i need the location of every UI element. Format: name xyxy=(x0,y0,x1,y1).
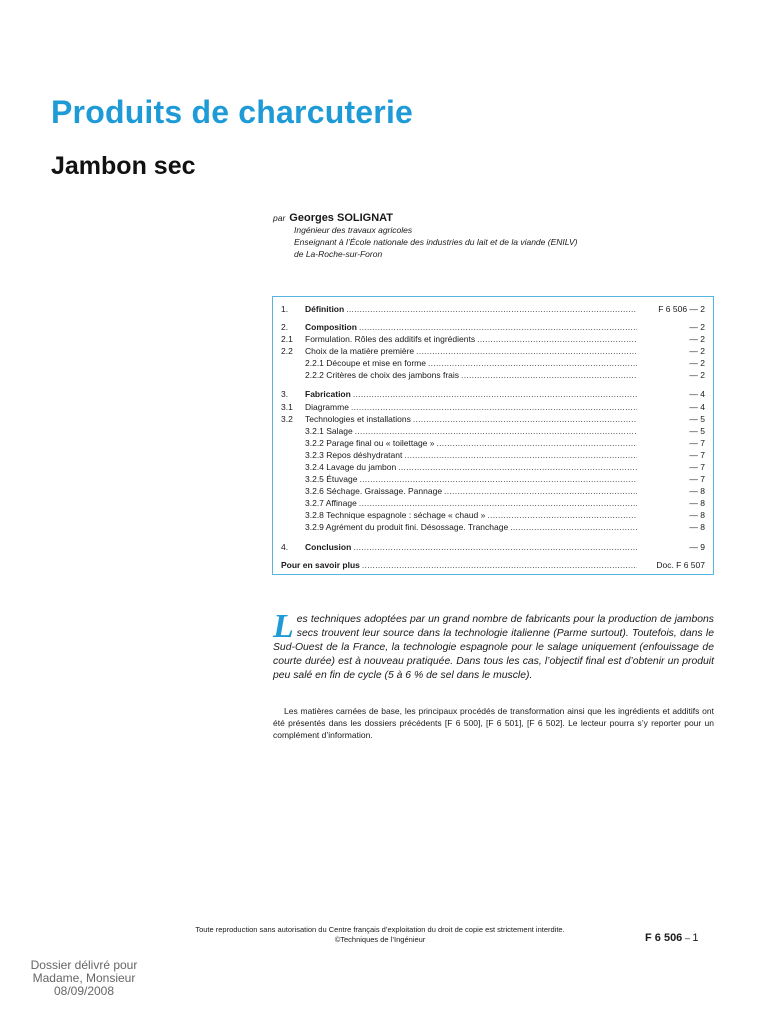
toc-entry[interactable] xyxy=(281,413,705,425)
toc-page: Doc. F 6 507 xyxy=(656,560,705,570)
author-par: par xyxy=(273,213,286,223)
delivery-stamp xyxy=(24,959,144,998)
toc-leader-dots xyxy=(416,345,637,357)
toc-label: Pour en savoir plus xyxy=(281,560,360,570)
toc-entry[interactable] xyxy=(281,401,705,413)
copyright-line: Toute reproduction sans autorisation du Centre français d’exploitation du droit de copie est strictement interdite. xyxy=(195,925,565,934)
toc-leader-dots xyxy=(487,509,637,521)
toc-page: — 7 xyxy=(689,450,705,460)
author-name: Georges SOLIGNAT xyxy=(289,212,393,224)
toc-leader-dots xyxy=(353,388,637,400)
toc-leader-dots xyxy=(510,521,637,533)
toc-label: 3.2.4 Lavage du jambon xyxy=(305,462,397,472)
toc-leader-dots xyxy=(404,449,637,461)
toc-entry[interactable] xyxy=(281,473,705,485)
author-affiliation-2: Enseignant à l’École nationale des industries du lait et de la viande (ENILV) xyxy=(294,237,578,247)
stamp-date: 08/09/2008 xyxy=(53,984,115,998)
toc-label: 2.2.2 Critères de choix des jambons frais xyxy=(305,370,460,380)
toc-leader-dots xyxy=(413,413,637,425)
toc-label: 3.2.1 Salage xyxy=(305,426,353,436)
toc-label: 3.2.7 Affinage xyxy=(305,498,357,508)
toc-page: F 6 506 — 2 xyxy=(658,304,705,314)
toc-leader-dots xyxy=(359,321,637,333)
toc-entry[interactable] xyxy=(281,521,705,533)
toc-label: 3.2.2 Parage final ou « toilettage » xyxy=(305,438,435,448)
toc-label: Technologies et installations xyxy=(305,414,411,424)
toc-label: Diagramme xyxy=(305,402,349,412)
toc-entry[interactable] xyxy=(281,425,705,437)
toc-number: 2. xyxy=(281,322,289,332)
toc-entry[interactable] xyxy=(281,345,705,357)
toc-page: — 5 xyxy=(689,426,705,436)
toc-label: Conclusion xyxy=(305,542,352,552)
toc-entry[interactable] xyxy=(281,333,705,345)
toc-page: — 2 xyxy=(689,322,705,332)
toc-number: 4. xyxy=(281,542,289,552)
toc-entry[interactable] xyxy=(281,321,705,333)
page-separator: – xyxy=(682,933,693,943)
toc-label: 3.2.3 Repos déshydratant xyxy=(305,450,403,460)
toc-leader-dots xyxy=(355,425,637,437)
toc-entry[interactable] xyxy=(281,303,705,315)
copyright-owner: ©Techniques de l’Ingénieur xyxy=(334,935,426,944)
toc-entry[interactable] xyxy=(281,357,705,369)
document-code: F 6 506 xyxy=(645,932,683,944)
toc-page: — 8 xyxy=(689,510,705,520)
toc-entry[interactable] xyxy=(281,369,705,381)
toc-leader-dots xyxy=(362,559,637,571)
toc-leader-dots xyxy=(444,485,637,497)
toc-label: 3.2.6 Séchage. Graissage. Pannage xyxy=(305,486,443,496)
toc-label: 3.2.8 Technique espagnole : séchage « chaud » xyxy=(305,510,486,520)
author-affiliation-1: Ingénieur des travaux agricoles xyxy=(294,225,413,235)
toc-leader-dots xyxy=(461,369,637,381)
toc-number: 2.2 xyxy=(281,346,293,356)
author-block xyxy=(273,212,578,260)
toc-label: Formulation. Rôles des additifs et ingrédients xyxy=(305,334,476,344)
toc-leader-dots xyxy=(477,333,637,345)
toc-page: — 8 xyxy=(689,498,705,508)
toc-entry[interactable] xyxy=(281,509,705,521)
toc-label: Composition xyxy=(305,322,357,332)
body-paragraph: Les matières carnées de base, les principaux procédés de transformation ainsi que les ingrédients et additifs ont été présentés dans les dossiers précédents [F 6 500], [F 6 501], [F 6 502]. Le lecteur pourra s’y reporter pour un complément d’information. xyxy=(273,706,714,740)
toc-entry[interactable] xyxy=(281,497,705,509)
toc-page: — 2 xyxy=(689,346,705,356)
toc-entry[interactable] xyxy=(281,449,705,461)
toc-entry[interactable] xyxy=(281,388,705,400)
toc-leader-dots xyxy=(359,473,637,485)
toc-number: 3.2 xyxy=(281,414,293,424)
document-subtitle: Jambon sec xyxy=(51,152,196,180)
page-number: 1 xyxy=(692,932,699,944)
toc-page: — 4 xyxy=(689,389,705,399)
toc-label: Fabrication xyxy=(305,389,351,399)
stamp-line-2: Madame, Monsieur xyxy=(32,971,136,985)
toc-number: 3. xyxy=(281,389,289,399)
toc-label: 3.2.5 Étuvage xyxy=(305,474,358,484)
page-reference xyxy=(645,932,698,944)
copyright-notice xyxy=(150,925,610,945)
document-title: Produits de charcuterie xyxy=(51,94,414,130)
toc-number: 2.1 xyxy=(281,334,293,344)
toc-entry[interactable] xyxy=(281,461,705,473)
toc-leader-dots xyxy=(346,303,637,315)
toc-page: — 5 xyxy=(689,414,705,424)
toc-page: — 7 xyxy=(689,474,705,484)
toc-leader-dots xyxy=(359,497,637,509)
toc-label: 3.2.9 Agrément du produit fini. Désossage. Tranchage xyxy=(305,522,509,532)
toc-leader-dots xyxy=(428,357,637,369)
drop-cap: L xyxy=(273,608,294,645)
toc-label: Définition xyxy=(305,304,345,314)
toc-page: — 8 xyxy=(689,522,705,532)
toc-leader-dots xyxy=(436,437,637,449)
toc-leader-dots xyxy=(351,401,637,413)
toc-page: — 7 xyxy=(689,438,705,448)
toc-leader-dots xyxy=(353,541,637,553)
toc-number: 1. xyxy=(281,304,289,314)
toc-entry[interactable] xyxy=(281,541,705,553)
toc-page: — 8 xyxy=(689,486,705,496)
toc-label: 2.2.1 Découpe et mise en forme xyxy=(305,358,426,368)
introduction-text: es techniques adoptées par un grand nombre de fabricants pour la production de jambons secs trouvent leur source dans la technologie italienne (Parme surtout). Toutefois, dans le Sud-Ouest de la France, la technologie espagnole pour le salage uniquement (enfouissage de courte durée) est à nouveau pratiquée. Dans tous les cas, l’objectif final est d’obtenir un produit peu salé en fin de cycle (5 à 6 % de sel dans le muscle). xyxy=(273,614,714,681)
toc-page: — 2 xyxy=(689,370,705,380)
introduction-paragraph xyxy=(273,608,714,683)
toc-page: — 4 xyxy=(689,402,705,412)
toc-entry-further-reading[interactable] xyxy=(281,559,705,571)
toc-entry[interactable] xyxy=(281,437,705,449)
toc-page: — 2 xyxy=(689,358,705,368)
stamp-line-1: Dossier délivré pour xyxy=(30,958,138,972)
toc-label: Choix de la matière première xyxy=(305,346,415,356)
toc-number: 3.1 xyxy=(281,402,293,412)
toc-page: — 7 xyxy=(689,462,705,472)
toc-leader-dots xyxy=(398,461,637,473)
author-affiliation-3: de La-Roche-sur-Foron xyxy=(294,249,383,259)
table-of-contents xyxy=(272,296,714,575)
toc-page: — 9 xyxy=(689,542,705,552)
toc-page: — 2 xyxy=(689,334,705,344)
toc-entry[interactable] xyxy=(281,485,705,497)
